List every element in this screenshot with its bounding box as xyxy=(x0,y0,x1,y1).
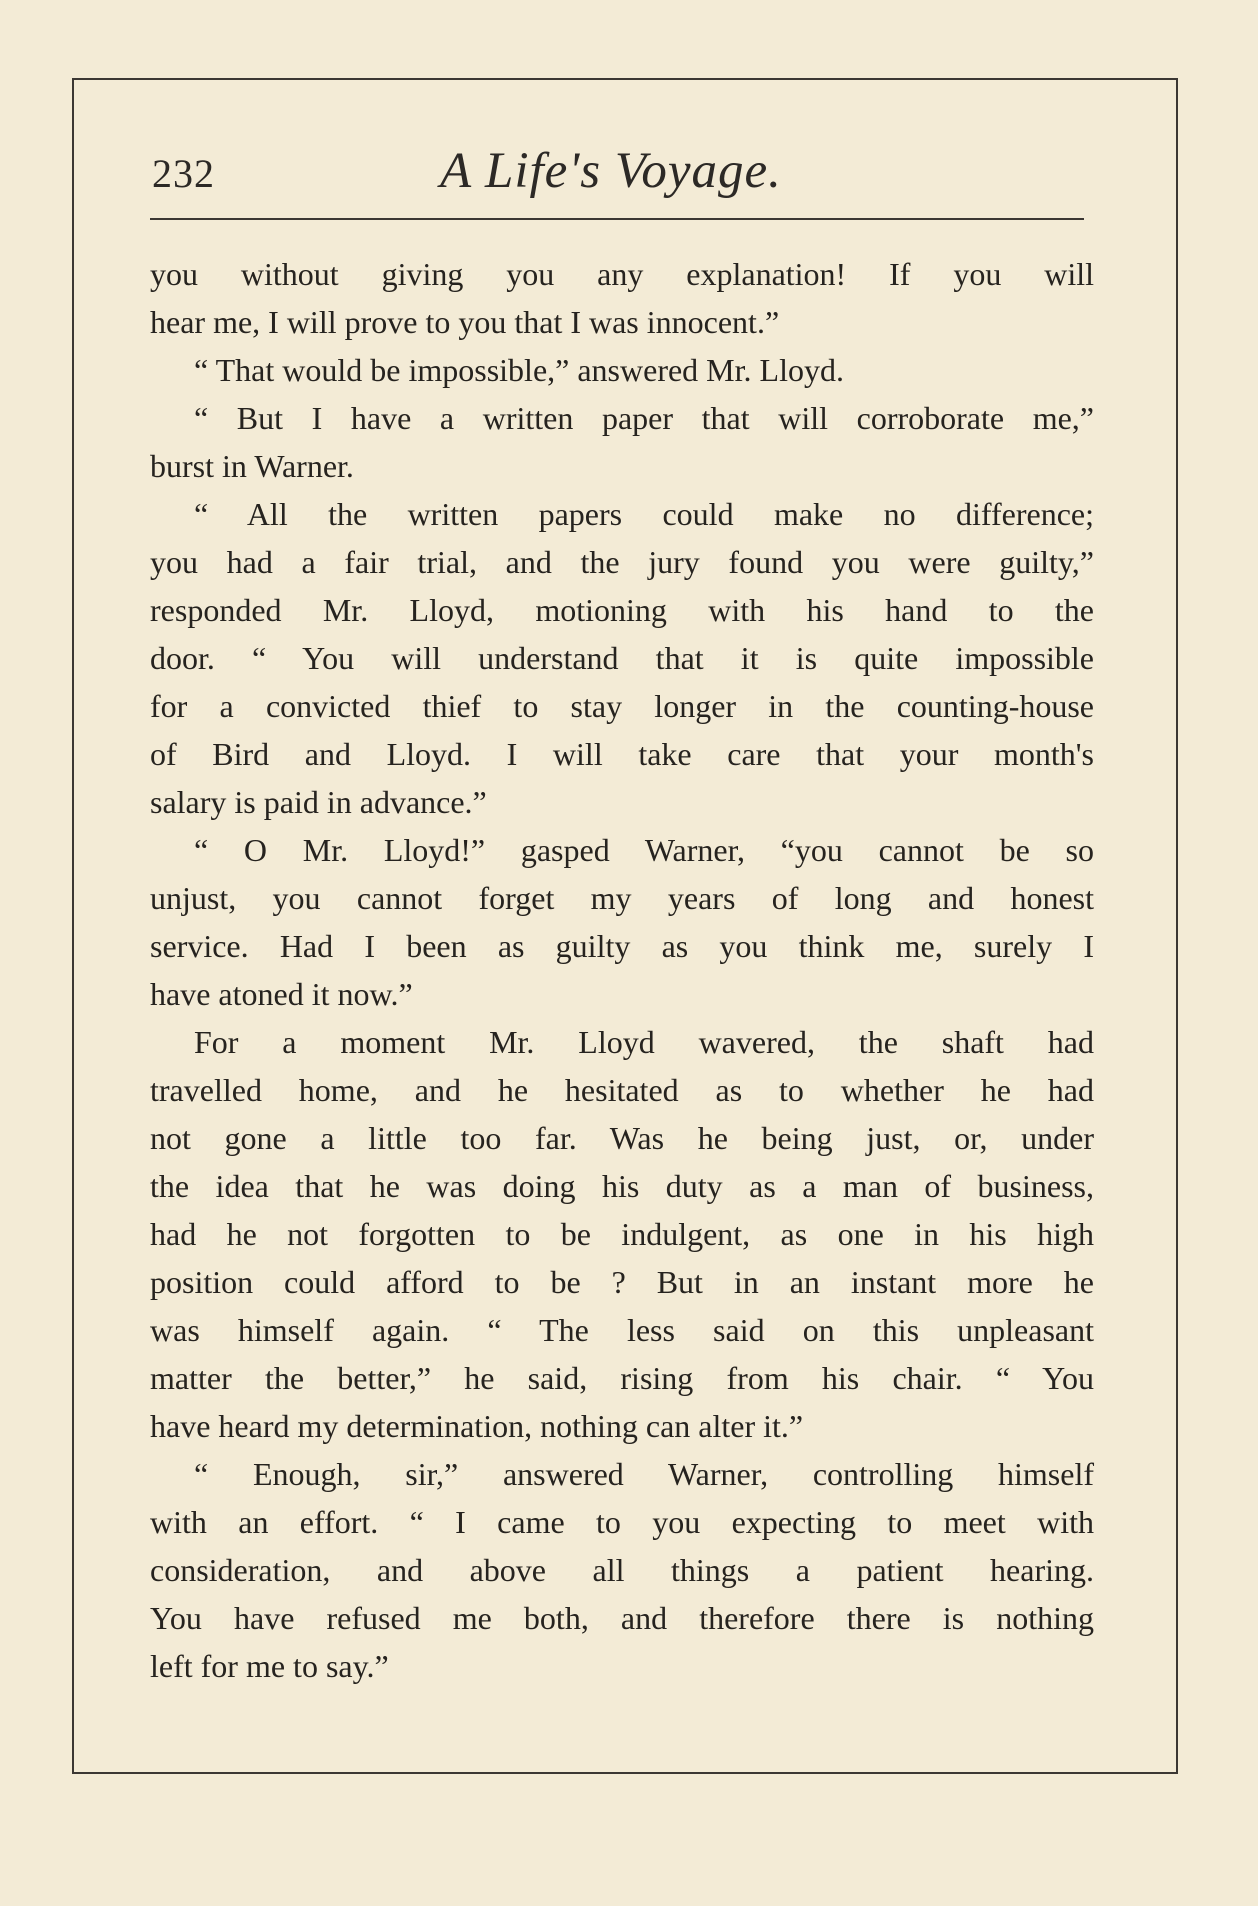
text-line: service. Had I been as guilty as you think me, surely I xyxy=(150,928,1094,964)
text-line: “ All the written papers could make no difference; xyxy=(194,496,1094,532)
text-line: the idea that he was doing his duty as a man of business, xyxy=(150,1168,1094,1204)
text-line: travelled home, and he hesitated as to whether he had xyxy=(150,1072,1094,1108)
header-rule xyxy=(150,218,1084,220)
text-line: You have refused me both, and therefore there is nothing xyxy=(150,1600,1094,1636)
text-line: burst in Warner. xyxy=(150,448,354,484)
text-line: “ But I have a written paper that will corroborate me,” xyxy=(194,400,1094,436)
running-head xyxy=(150,143,1084,220)
text-line: “ That would be impossible,” answered Mr. Lloyd. xyxy=(194,352,844,388)
text-line: have heard my determination, nothing can alter it.” xyxy=(150,1408,804,1444)
text-line: salary is paid in advance.” xyxy=(150,784,487,820)
running-title: A Life's Voyage. xyxy=(440,143,782,199)
text-line: consideration, and above all things a patient hearing. xyxy=(150,1552,1094,1588)
body-text xyxy=(150,250,1094,1690)
text-line: hear me, I will prove to you that I was innocent.” xyxy=(150,304,780,340)
text-line: “ Enough, sir,” answered Warner, controlling himself xyxy=(194,1456,1094,1492)
text-line: For a moment Mr. Lloyd wavered, the shaft had xyxy=(194,1024,1094,1060)
text-line: was himself again. “ The less said on this unpleasant xyxy=(150,1312,1094,1348)
text-line: door. “ You will understand that it is quite impossible xyxy=(150,640,1094,676)
text-line: responded Mr. Lloyd, motioning with his hand to the xyxy=(150,592,1094,628)
text-line: you had a fair trial, and the jury found you were guilty,” xyxy=(150,544,1094,580)
text-line: matter the better,” he said, rising from his chair. “ You xyxy=(150,1360,1094,1396)
text-line: position could afford to be ? But in an instant more he xyxy=(150,1264,1094,1300)
text-line: not gone a little too far. Was he being just, or, under xyxy=(150,1120,1094,1156)
text-line: “ O Mr. Lloyd!” gasped Warner, “you cannot be so xyxy=(194,832,1094,868)
text-line: had he not forgotten to be indulgent, as one in his high xyxy=(150,1216,1094,1252)
page-number: 232 xyxy=(152,151,215,196)
text-line: you without giving you any explanation! If you will xyxy=(150,256,1094,292)
text-line: with an effort. “ I came to you expecting to meet with xyxy=(150,1504,1094,1540)
text-line: for a convicted thief to stay longer in the counting-house xyxy=(150,688,1094,724)
text-line: have atoned it now.” xyxy=(150,976,413,1012)
text-line: of Bird and Lloyd. I will take care that your month's xyxy=(150,736,1094,772)
text-line: unjust, you cannot forget my years of long and honest xyxy=(150,880,1094,916)
text-line: left for me to say.” xyxy=(150,1648,389,1684)
